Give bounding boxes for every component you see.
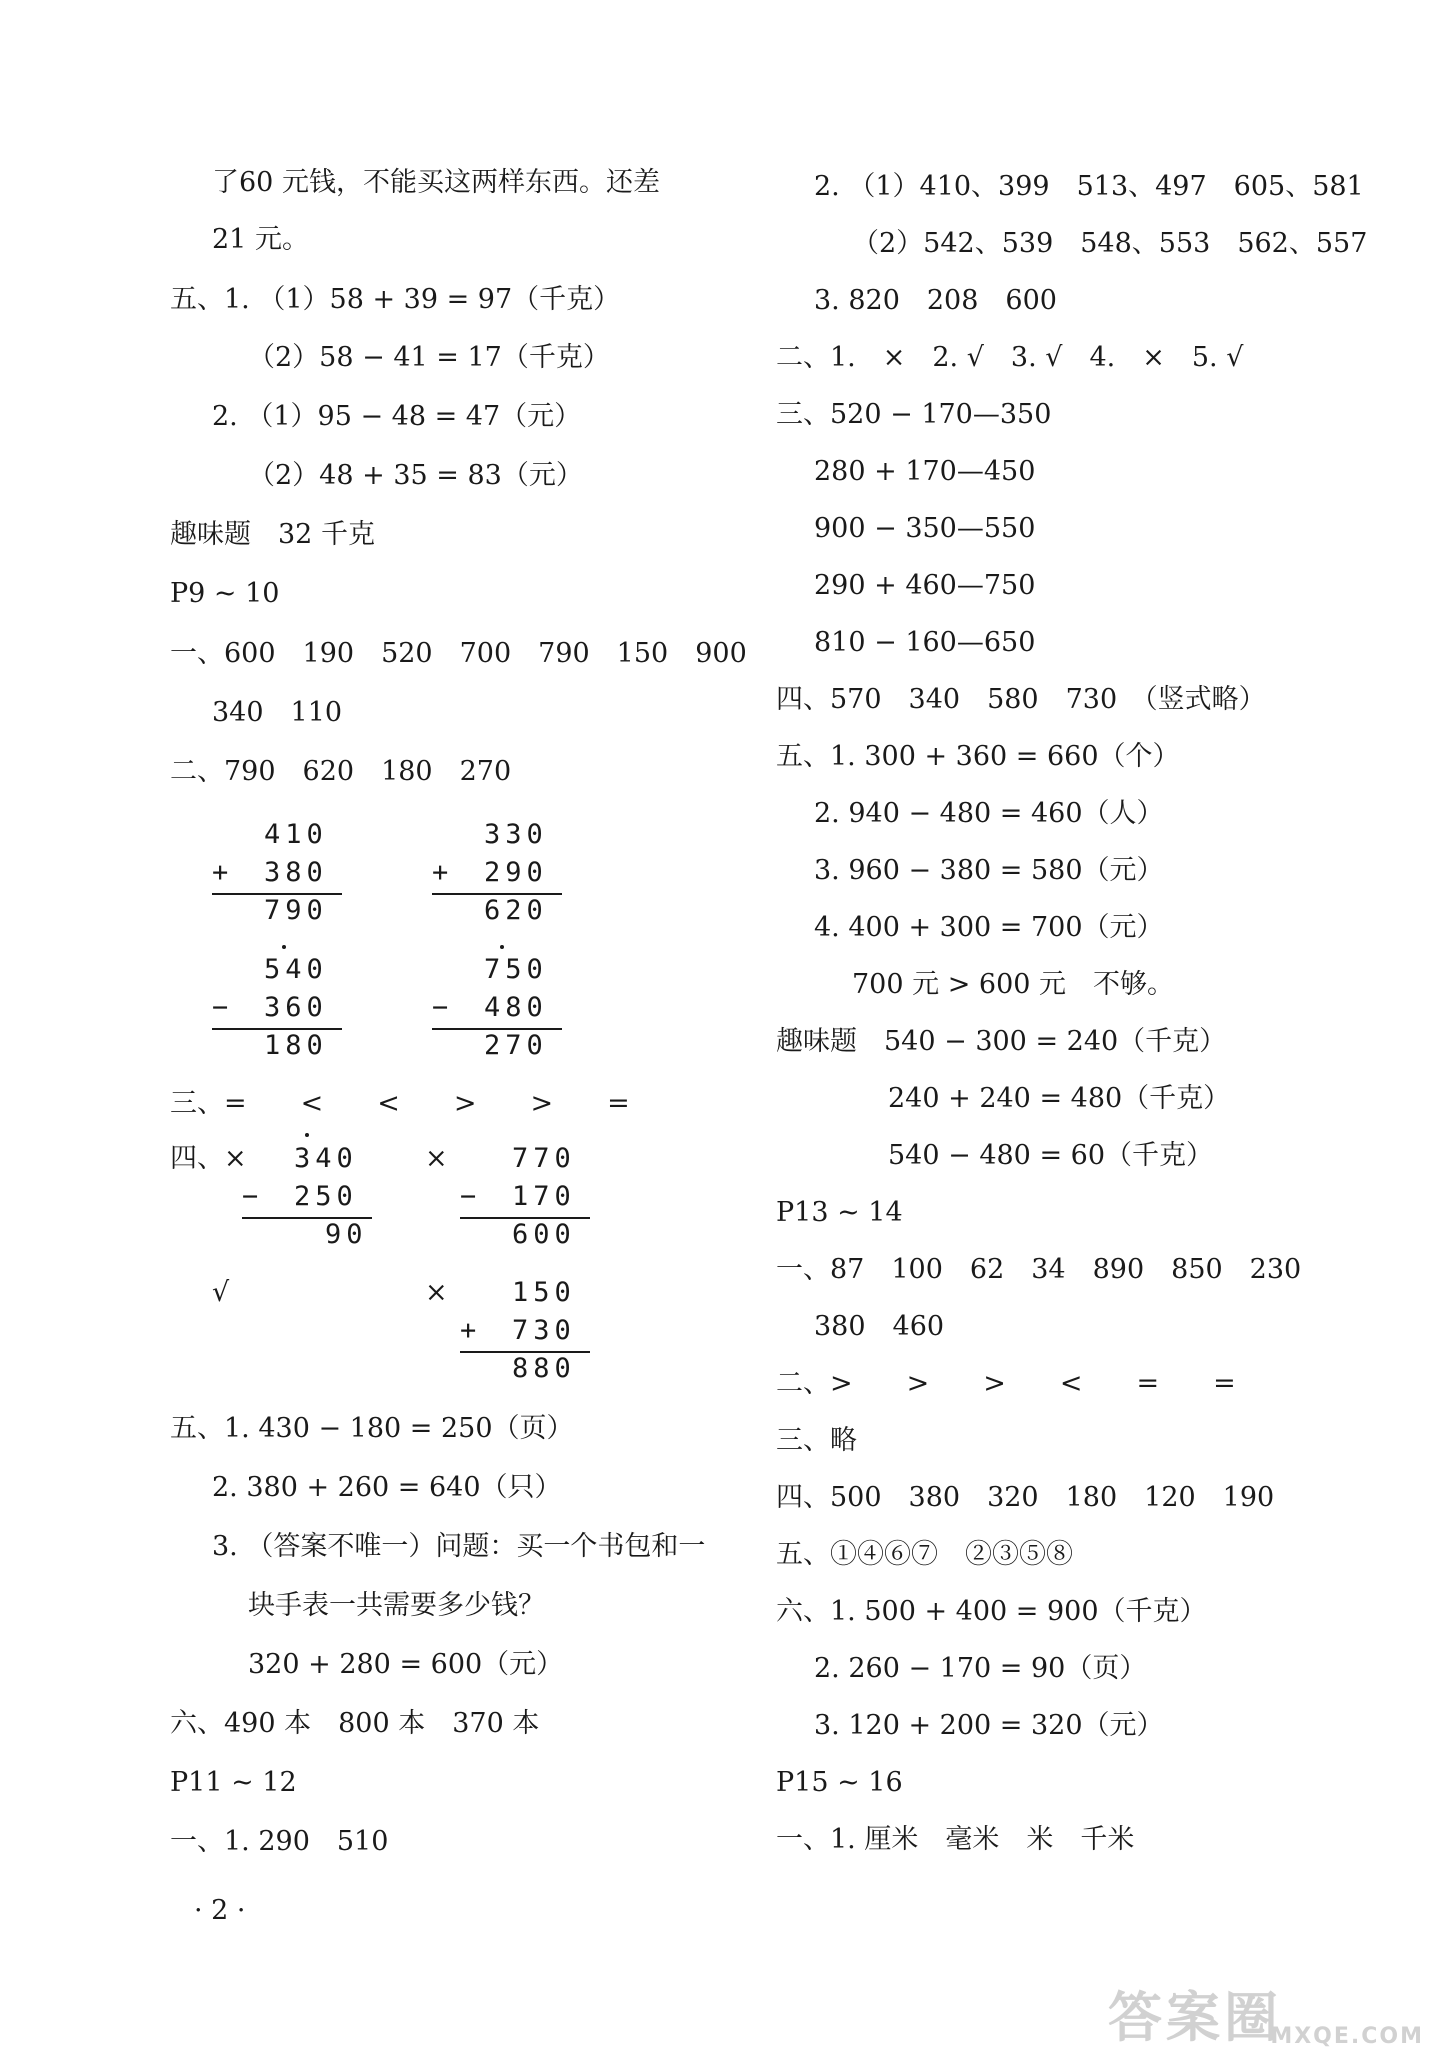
calc-rule xyxy=(432,1028,562,1030)
answer-line: 一、1. 厘米 毫米 米 千米 xyxy=(776,1824,1135,1855)
calc-rule xyxy=(212,893,342,895)
vertical-calculation xyxy=(212,816,342,930)
answer-line: 三、= < < > > = xyxy=(170,1088,630,1119)
answer-line: 2. 260 − 170 = 90（页） xyxy=(814,1653,1147,1684)
calc-result: 180 xyxy=(264,1030,328,1061)
calc-rule xyxy=(460,1217,590,1219)
answer-line: 340 110 xyxy=(212,697,343,728)
answer-line: 六、1. 500 + 400 = 900（千克） xyxy=(776,1596,1207,1627)
calc-top: 150 xyxy=(512,1277,576,1308)
calc-top: 540 xyxy=(264,954,328,985)
answer-line: 700 元 > 600 元 不够。 xyxy=(852,969,1175,1000)
calc-result: 880 xyxy=(512,1353,576,1384)
answer-line: （2）542、539 548、553 562、557 xyxy=(852,228,1368,259)
answer-line: 2. （1）95 − 48 = 47（元） xyxy=(212,401,582,432)
answer-line: 三、略 xyxy=(776,1425,857,1456)
answer-line: 二、> > > < = = xyxy=(776,1368,1236,1399)
vertical-calculation xyxy=(212,951,342,1065)
answer-line: 4. 400 + 300 = 700（元） xyxy=(814,912,1164,943)
answer-line: 810 − 160—650 xyxy=(814,627,1036,658)
calc-top: 340 xyxy=(294,1143,358,1174)
vertical-calculation xyxy=(242,1140,372,1254)
calc-result: 90 xyxy=(325,1219,368,1250)
answer-line: 了60 元钱，不能买这两样东西。还差 xyxy=(212,167,660,198)
calc-rule xyxy=(460,1351,590,1353)
answer-line: × xyxy=(425,1143,448,1174)
answer-line: 290 + 460—750 xyxy=(814,570,1036,601)
page-number: · 2 · xyxy=(194,1895,246,1926)
vertical-calculation xyxy=(432,951,562,1065)
calc-bottom: 380 xyxy=(264,857,328,888)
calc-bottom: 290 xyxy=(484,857,548,888)
calc-operator: − xyxy=(212,992,234,1023)
answer-line: 二、1. × 2. √ 3. √ 4. × 5. √ xyxy=(776,342,1244,373)
answer-line: 2. 940 − 480 = 460（人） xyxy=(814,798,1164,829)
answer-line: 五、①④⑥⑦ ②③⑤⑧ xyxy=(776,1539,1073,1570)
calc-rule xyxy=(432,893,562,895)
answer-line: 一、1. 290 510 xyxy=(170,1826,389,1857)
answer-line: 540 − 480 = 60（千克） xyxy=(888,1140,1214,1171)
vertical-calculation xyxy=(432,816,562,930)
answer-line: 四、570 340 580 730 （竖式略） xyxy=(776,684,1266,715)
answer-line: （2）48 + 35 = 83（元） xyxy=(248,460,583,491)
borrow-dot xyxy=(305,1133,309,1137)
watermark-logo-text: 答案圈 xyxy=(1108,1986,1282,2049)
answer-line: 280 + 170—450 xyxy=(814,456,1036,487)
answer-line: 380 460 xyxy=(814,1311,945,1342)
borrow-dot xyxy=(282,945,286,949)
answer-line: 二、790 620 180 270 xyxy=(170,756,512,787)
section-heading: P9 ~ 10 xyxy=(170,578,280,609)
answer-line: 2. 380 + 260 = 640（只） xyxy=(212,1472,562,1503)
answer-line: 趣味题 32 千克 xyxy=(170,519,375,550)
answer-line: 320 + 280 = 600（元） xyxy=(248,1649,564,1680)
answer-line: 21 元。 xyxy=(212,224,309,255)
answer-line: 一、600 190 520 700 790 150 900 xyxy=(170,638,747,669)
section-heading: P15 ~ 16 xyxy=(776,1767,903,1798)
calc-bottom: 250 xyxy=(294,1181,358,1212)
calc-result: 270 xyxy=(484,1030,548,1061)
calc-operator: + xyxy=(460,1315,482,1346)
answer-line: √ xyxy=(212,1277,230,1308)
calc-operator: − xyxy=(242,1181,264,1212)
answer-line: 六、490 本 800 本 370 本 xyxy=(170,1708,540,1739)
section-heading: P13 ~ 14 xyxy=(776,1197,903,1228)
calc-result: 600 xyxy=(512,1219,576,1250)
answer-line: 四、500 380 320 180 120 190 xyxy=(776,1482,1275,1513)
section-heading: P11 ~ 12 xyxy=(170,1767,297,1798)
answer-line: 900 − 350—550 xyxy=(814,513,1036,544)
calc-operator: − xyxy=(432,992,454,1023)
vertical-calculation xyxy=(460,1140,590,1254)
answer-line: 3. 820 208 600 xyxy=(814,285,1057,316)
calc-operator: + xyxy=(212,857,234,888)
watermark-url: MXQE.COM xyxy=(1270,2024,1424,2049)
calc-top: 410 xyxy=(264,819,328,850)
answer-line: 3. （答案不唯一）问题：买一个书包和一 xyxy=(212,1531,706,1562)
answer-line: 3. 120 + 200 = 320（元） xyxy=(814,1710,1164,1741)
answer-line: 趣味题 540 − 300 = 240（千克） xyxy=(776,1026,1227,1057)
answer-line: 2. （1）410、399 513、497 605、581 xyxy=(814,171,1364,202)
calc-result: 790 xyxy=(264,895,328,926)
calc-bottom: 730 xyxy=(512,1315,576,1346)
answer-line: 块手表一共需要多少钱？ xyxy=(248,1590,545,1621)
vertical-calculation xyxy=(460,1274,590,1388)
answer-line: 四、× xyxy=(170,1143,247,1174)
answer-line: 五、1. （1）58 + 39 = 97（千克） xyxy=(170,284,621,315)
answer-line: 240 + 240 = 480（千克） xyxy=(888,1083,1231,1114)
calc-top: 770 xyxy=(512,1143,576,1174)
answer-line: 3. 960 − 380 = 580（元） xyxy=(814,855,1164,886)
answer-line: 五、1. 430 − 180 = 250（页） xyxy=(170,1413,574,1444)
calc-bottom: 480 xyxy=(484,992,548,1023)
calc-top: 750 xyxy=(484,954,548,985)
calc-result: 620 xyxy=(484,895,548,926)
answer-line: 五、1. 300 + 360 = 660（个） xyxy=(776,741,1180,772)
answer-line: 三、520 − 170—350 xyxy=(776,399,1052,430)
calc-operator: + xyxy=(432,857,454,888)
answer-line: （2）58 − 41 = 17（千克） xyxy=(248,342,610,373)
calc-rule xyxy=(242,1217,372,1219)
calc-bottom: 170 xyxy=(512,1181,576,1212)
watermark-logo xyxy=(1108,1979,1428,2049)
calc-top: 330 xyxy=(484,819,548,850)
calc-bottom: 360 xyxy=(264,992,328,1023)
answer-line: 一、87 100 62 34 890 850 230 xyxy=(776,1254,1302,1285)
calc-rule xyxy=(212,1028,342,1030)
answer-line: × xyxy=(425,1277,448,1308)
calc-operator: − xyxy=(460,1181,482,1212)
borrow-dot xyxy=(500,945,504,949)
